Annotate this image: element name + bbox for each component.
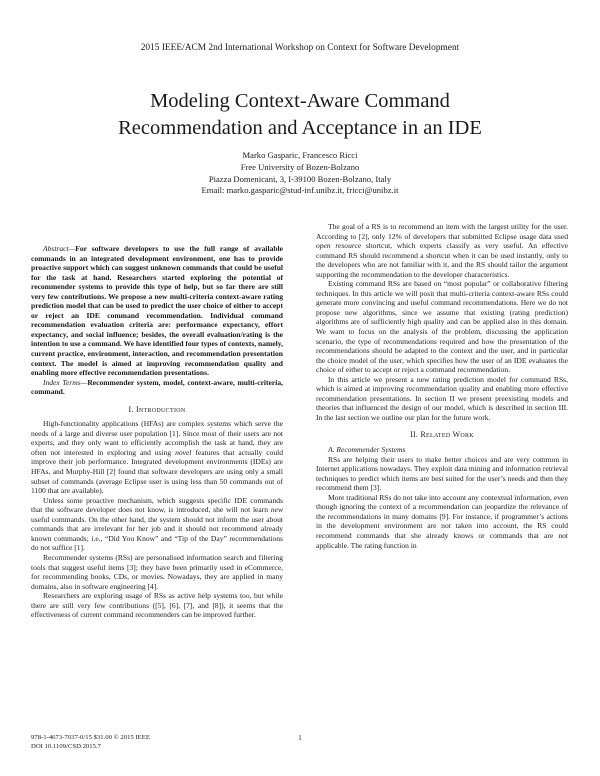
right-paragraph-2: Existing command RSs are based on “most popular” or collaborative filtering techniques. In this article we will posit that multi-criteria context-aware RSs could generate more convincing and useful command recommendations. Here we do not propose new algorithms, since we assume that existing (rating prediction) algorithms are of sufficiently high quality and can be applied also in this domain. We want to focus on the analysis of the problem, discussing the application scenario, the type of recommendations required and how the presentation of the recommendations should be adapted to the context and the user, and in particular the choice model of the user, which specifies how the user of an IDE evaluates the choice of either to accept or reject a command recommendation.: [316, 279, 568, 375]
right-p1-text-b: shortcut, which experts classify as very useful. An effective command RS should recommend a shortcut when it can be used instantly, only to the developers who are not familiar with it, and the RS should tailor the argument supporting the recommendation to the developer characteristics.: [316, 241, 569, 279]
right-column: [316, 222, 568, 550]
right-paragraph-1: [316, 222, 568, 279]
author-block: [0, 150, 600, 197]
index-terms-text: Recommender system, model, context-aware, multi-criteria, command.: [31, 377, 283, 397]
intro-p2-text-b: useful commands. On the other hand, the system should not inform the user about commands that are irrelevant for her job and it should not recommend already known commands; i.e., “Did You Know” and “Tip of the Day” recommendations do not suffice [1].: [31, 514, 283, 553]
intro-p2-text-a: Unless some proactive mechanism, which suggests specific IDE commands that the software developer does not know, is introduced, she will not learn: [31, 495, 283, 515]
intro-p1-text-b: features that actually could improve their job performance. Integrated development environments (IDEs) are HFAs, and Murphy-Hill [2] found that software developers are using only a small subset of commands (average Eclipse user is using less than 50 commands out of 1100 that are available).: [31, 447, 283, 496]
section-heading-introduction: I. Introduction: [128, 404, 186, 414]
intro-paragraph-2: [31, 496, 283, 553]
index-terms-label: Index Terms—: [43, 377, 88, 387]
section-heading-related-work: II. Related Work: [410, 430, 474, 440]
title-line-2: Recommendation and Acceptance in an IDE: [118, 117, 482, 139]
abstract-label: Abstract—: [43, 244, 76, 253]
author-affiliation: Free University of Bozen-Bolzano: [240, 161, 360, 172]
right-p1-text-a: The goal of a RS is to recommend an item with the largest utility for the user. According to [2], only 12% of developers that submitted Eclipse usage data used: [316, 222, 568, 241]
related-paragraph-1: RSs are helping their users to make better choices and are very common in Internet applications nowadays. They exploit data mining and information retrieval techniques to predict which items are best suited for the user’s needs and then they recommend them [3].: [316, 454, 568, 493]
page-number: 1: [298, 734, 302, 742]
author-email: Email: marko.gasparic@stud-inf.unibz.it, fricci@unibz.it: [201, 185, 399, 196]
author-address: Piazza Domenicani, 3, I-39100 Bozen-Bolzano, Italy: [208, 173, 392, 184]
related-paragraph-2: More traditional RSs do not take into account any contextual information, even though ignoring the context of a recommendation can jeopardize the relevance of the recommendations in many domains [9]. For instance, if programmer’s actions in the development environment are not taken into account, the RS could recommend commands that she already knows or commands that are not applicable. The rating function in: [316, 492, 568, 550]
abstract: [31, 244, 283, 378]
right-paragraph-3: In this article we present a new rating prediction model for command RSs, which is aimed at improving recommendation quality and enabling more effective recommendation presentations. In section II we present preexisting models and theories that influenced the design of our model, which is described in section III. In the last section we outline our plan for the future work.: [316, 374, 568, 422]
paper-title: [0, 88, 600, 142]
conference-header: 2015 IEEE/ACM 2nd International Workshop on Context for Software Development: [140, 43, 460, 53]
intro-paragraph-1: [31, 419, 283, 495]
author-names: Marko Gasparic, Francesco Ricci: [242, 150, 358, 160]
intro-p1-text-a: High-functionality applications (HFAs) are complex systems which serve the needs of a large and diverse user population [1]. Since most of their users are not experts, and they only want to efficiently accomplish the task at hand, they are often not interested in exploring and using: [31, 419, 283, 457]
subsection-heading-recommender-systems: A. Recommender Systems: [328, 445, 406, 455]
intro-paragraph-3: Recommender systems (RSs) are personalised information search and filtering tools that suggest useful items [3]; they have been primarily used in eCommerce, for recommending books, CDs, or movies. Nowadays, they are applied in many domains, also in software engineering [4].: [31, 552, 283, 591]
intro-paragraph-4: Researchers are exploring usage of RSs as active help systems too, but while there are still very few contributions ([5], [6], [7], and [8]), it seems that the effectiveness of current command recommenders can be improved further.: [31, 591, 283, 620]
abstract-text: For software developers to use the full range of available commands in an integrated development environment, one has to provide proactive support which can suggest unknown commands that could be useful for the task at hand. Researchers started exploring the potential of recommender systems to provide this type of help, but so far there are still very few contributions. We propose a new multi-criteria context-aware rating prediction model that can be used to predict the user choice of either to accept or reject an IDE command recommendation. Individual command recommendation evaluation criteria are: performance expectancy, effort expectancy, and social influence; besides, the overall evaluation/rating is the intention to use a command. We have identified four types of contexts, namely, current practice, environment, interaction, and recommendation presentation context. The model is aimed at improving recommendation quality and enabling more effective recommendation presentations.: [31, 244, 283, 378]
title-line-1: Modeling Context-Aware Command: [150, 90, 450, 112]
intro-p1-emphasis: novel: [175, 447, 192, 457]
left-column: [31, 244, 283, 620]
intro-p2-emphasis: new: [270, 505, 283, 515]
right-p1-emphasis: open resource: [316, 241, 362, 251]
index-terms: [31, 378, 283, 397]
doi-line: DOI 10.1109/CSD.2015.7: [31, 742, 101, 750]
isbn-line: 978-1-4673-7037-0/15 $31.00 © 2015 IEEE: [31, 734, 150, 741]
